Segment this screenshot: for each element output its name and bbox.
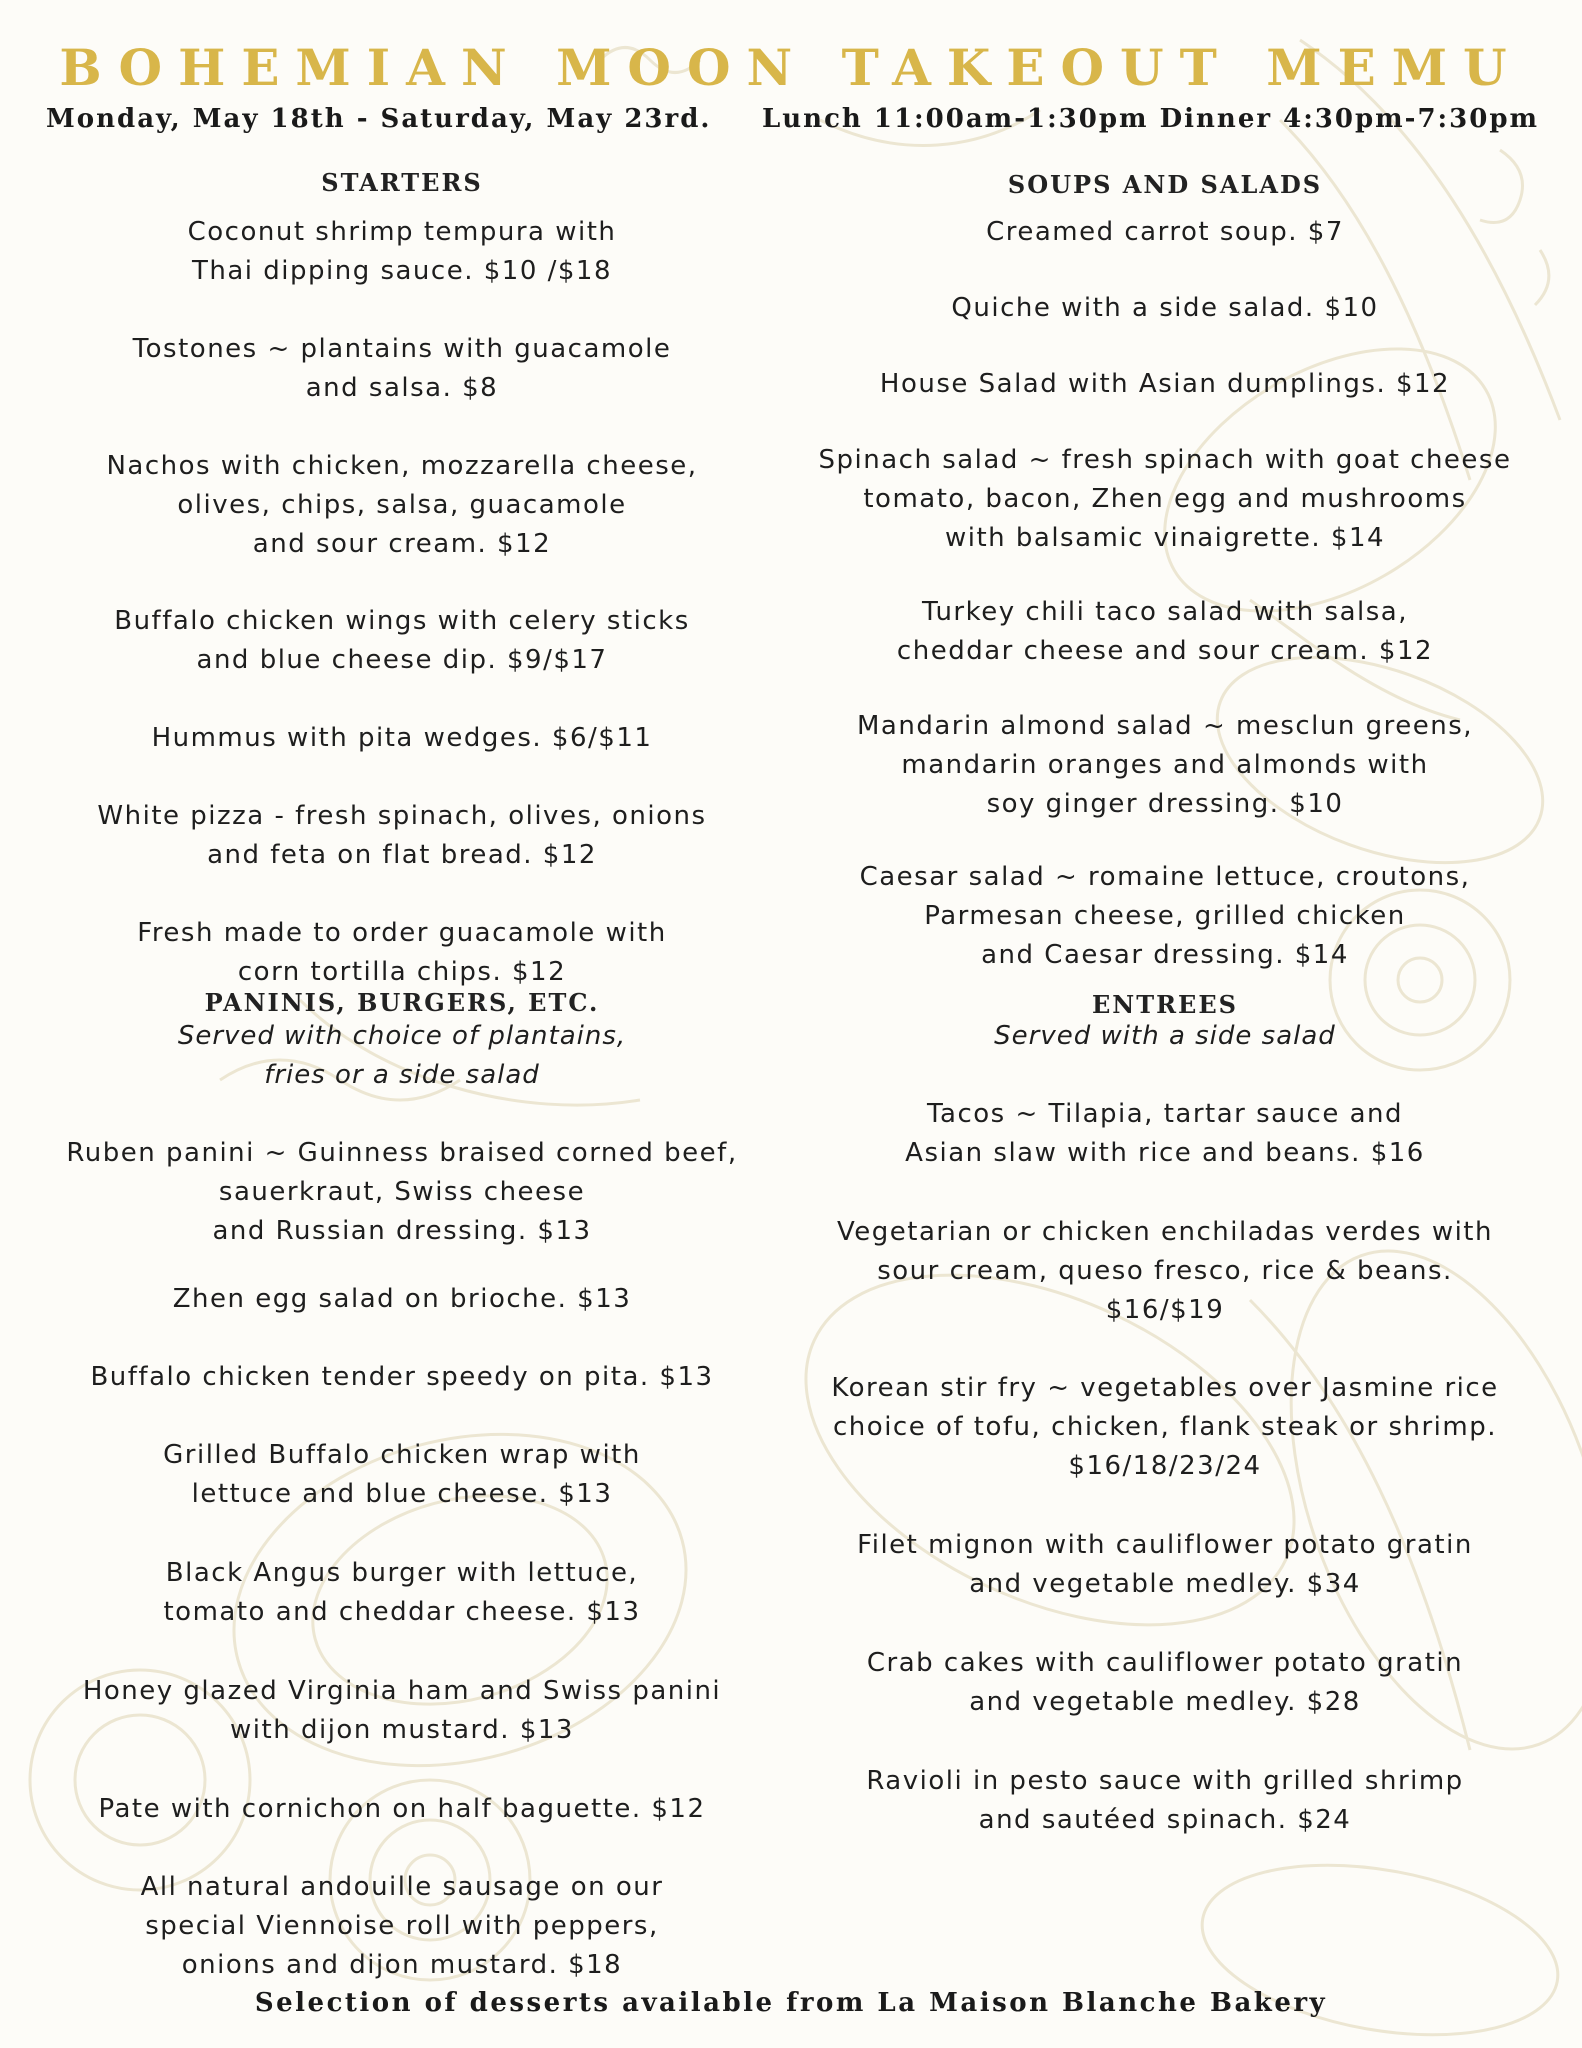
soups-salads-section xyxy=(790,170,1540,199)
menu-item: Buffalo chicken tender speedy on pita. $13 xyxy=(90,1362,714,1392)
menu-item: Filet mignon with cauliflower potato gratin and vegetable medley. $34 xyxy=(857,1530,1473,1599)
section-note: Served with choice of plantains, fries or a side salad xyxy=(177,1021,627,1090)
menu-item: Ravioli in pesto sauce with grilled shrimp and sautéed spinach. $24 xyxy=(866,1766,1464,1835)
menu-item: Vegetarian or chicken enchiladas verdes with sour cream, queso fresco, rice & beans. $16/$19 xyxy=(837,1217,1493,1325)
menu-item: Quiche with a side salad. $10 xyxy=(951,293,1379,323)
menu-item: All natural andouille sausage on our special Viennoise roll with peppers, onions and dijon mustard. $18 xyxy=(140,1872,664,1980)
section-heading: ENTREES xyxy=(1092,990,1238,1019)
date-range: Monday, May 18th - Saturday, May 23rd. xyxy=(46,104,712,134)
entrees-item-wrap xyxy=(790,1213,1540,1330)
paninis-item-wrap xyxy=(52,1280,752,1319)
entrees-item-wrap xyxy=(790,1369,1540,1486)
soups-item-wrap xyxy=(790,289,1540,328)
starters-section xyxy=(52,168,752,197)
menu-item: Creamed carrot soup. $7 xyxy=(986,217,1344,247)
paninis-item-wrap xyxy=(52,1868,752,1985)
paninis-item-wrap xyxy=(52,1358,752,1397)
soups-item-wrap xyxy=(790,858,1540,975)
menu-item: Korean stir fry ~ vegetables over Jasmine rice choice of tofu, chicken, flank steak or shrimp. $16/18/23/24 xyxy=(831,1373,1499,1481)
paninis-item-wrap xyxy=(52,1790,752,1829)
entrees-item-wrap xyxy=(790,1095,1540,1173)
service-dates-hours xyxy=(46,104,1546,134)
starters-item-wrap xyxy=(52,447,752,564)
starters-item-wrap xyxy=(52,719,752,758)
desserts-footer: Selection of desserts available from La Maison Blanche Bakery xyxy=(254,1988,1328,2018)
starters-item-wrap xyxy=(52,914,752,992)
section-note: Served with a side salad xyxy=(994,1021,1336,1051)
menu-item: Mandarin almond salad ~ mesclun greens, mandarin oranges and almonds with soy ginger dressing. $10 xyxy=(856,711,1474,819)
menu-title: BOHEMIAN MOON TAKEOUT MEMU xyxy=(59,38,1523,97)
paninis-item-wrap xyxy=(52,1436,752,1514)
menu-item: Caesar salad ~ romaine lettuce, croutons, Parmesan cheese, grilled chicken and Caesar dressing. $14 xyxy=(859,862,1471,970)
starters-items xyxy=(52,213,752,291)
section-heading: SOUPS AND SALADS xyxy=(1007,170,1323,199)
menu-item: Ruben panini ~ Guinness braised corned beef, sauerkraut, Swiss cheese and Russian dressing. $13 xyxy=(66,1138,738,1246)
paninis-note-wrap xyxy=(52,1017,752,1095)
menu-item: Hummus with pita wedges. $6/$11 xyxy=(151,723,653,753)
starters-item-wrap xyxy=(52,602,752,680)
entrees-note-wrap xyxy=(790,1017,1540,1056)
service-hours: Lunch 11:00am-1:30pm Dinner 4:30pm-7:30pm xyxy=(762,104,1540,134)
menu-item: Zhen egg salad on brioche. $13 xyxy=(172,1284,632,1314)
menu-item: Crab cakes with cauliflower potato gratin and vegetable medley. $28 xyxy=(866,1648,1464,1717)
soups-item-wrap xyxy=(790,213,1540,252)
menu-item: Turkey chili taco salad with salsa, cheddar cheese and sour cream. $12 xyxy=(896,597,1434,666)
entrees-item-wrap xyxy=(790,1644,1540,1722)
paninis-item-wrap xyxy=(52,1554,752,1632)
menu-item: Tacos ~ Tilapia, tartar sauce and Asian slaw with rice and beans. $16 xyxy=(905,1099,1425,1168)
menu-item: Pate with cornichon on half baguette. $12 xyxy=(98,1794,706,1824)
menu-item: White pizza - fresh spinach, olives, onions and feta on flat bread. $12 xyxy=(97,801,707,870)
starters-item-wrap xyxy=(52,330,752,408)
menu-item: Tostones ~ plantains with guacamole and salsa. $8 xyxy=(132,334,672,403)
soups-item-wrap xyxy=(790,707,1540,824)
menu-item: Buffalo chicken wings with celery sticks and blue cheese dip. $9/$17 xyxy=(114,606,690,675)
entrees-item-wrap xyxy=(790,1526,1540,1604)
paninis-item-wrap xyxy=(52,1672,752,1750)
menu-item: Nachos with chicken, mozzarella cheese, olives, chips, salsa, guacamole and sour cream. $12 xyxy=(106,451,698,559)
soups-item-wrap xyxy=(790,365,1540,404)
menu-item: Spinach salad ~ fresh spinach with goat cheese tomato, bacon, Zhen egg and mushrooms with balsamic vinaigrette. $14 xyxy=(818,445,1512,553)
entrees-section xyxy=(790,990,1540,1019)
menu-item: Black Angus burger with lettuce, tomato and cheddar cheese. $13 xyxy=(163,1558,641,1627)
paninis-section xyxy=(52,988,752,1017)
menu-item: Fresh made to order guacamole with corn tortilla chips. $12 xyxy=(137,918,667,987)
soups-item-wrap xyxy=(790,441,1540,558)
entrees-item-wrap xyxy=(790,1762,1540,1840)
section-heading: STARTERS xyxy=(321,168,483,197)
section-heading: PANINIS, BURGERS, ETC. xyxy=(204,988,600,1017)
paninis-item-wrap xyxy=(52,1134,752,1251)
menu-item: House Salad with Asian dumplings. $12 xyxy=(879,369,1451,399)
menu-item: Honey glazed Virginia ham and Swiss panini with dijon mustard. $13 xyxy=(82,1676,722,1745)
menu-item: Coconut shrimp tempura with Thai dipping sauce. $10 /$18 xyxy=(187,217,617,286)
soups-item-wrap xyxy=(790,593,1540,671)
starters-item-wrap xyxy=(52,797,752,875)
menu-item: Grilled Buffalo chicken wrap with lettuce and blue cheese. $13 xyxy=(163,1440,641,1509)
